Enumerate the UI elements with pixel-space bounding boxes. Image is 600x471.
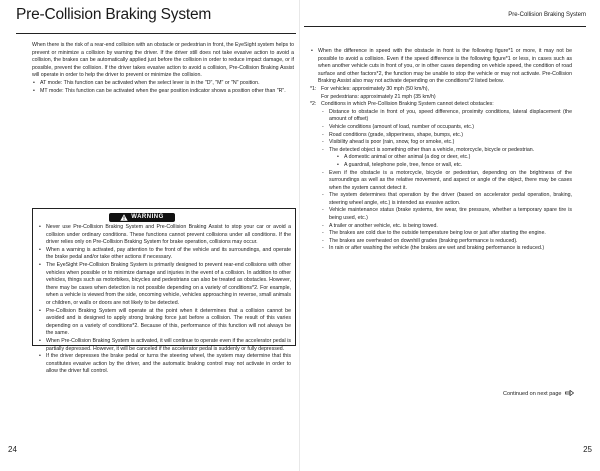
condition-sublist: [329, 154, 572, 169]
mode-item-at: • AT mode: This function can be activated when the select lever is in the "D", "M" or "N" position.: [32, 80, 294, 88]
running-header: Pre-Collision Braking System: [508, 12, 586, 18]
condition-item: - A trailer or another vehicle, etc. is being towed.: [321, 223, 572, 231]
mode-item-mt: • MT mode: This function can be activated when the gear position indicator shows a position other than "R".: [32, 88, 294, 96]
condition-item: - The brakes are cold due to the outside temperature being low or just after starting the engine.: [321, 230, 572, 238]
condition-item: - The system determines that operation by the driver (based on accelerator pedal operation, braking, steering wheel angle, etc.) is intended as evasive action.: [321, 192, 572, 207]
condition-item: - The brakes are overheated on downhill grades (braking performance is reduced).: [321, 238, 572, 246]
header-rule: [304, 26, 586, 27]
note-1-key: *1:: [310, 85, 317, 92]
condition-list: [321, 109, 572, 253]
warning-triangle-icon: [120, 214, 128, 221]
page-number-right: 25: [583, 445, 592, 454]
speed-difference-bullet: • When the difference in speed with the obstacle in front is the following figure*1 or more, it may not be possible to avoid a collision. Even if the speed difference is the following figure*1 or less, in cases such as when another vehicle cuts in front of you, or in other cases depending on vehicle speed, the condition of road surface and other factors*2, the function may be unable to stop the vehicle or may not activate. Pre-Collision Braking Assist also may not activate depending on the conditions*2 listed below.: [310, 48, 572, 86]
page-number-left: 24: [8, 445, 17, 454]
continued-text: Continued on next page: [503, 391, 562, 397]
warning-item: • When Pre-Collision Braking System is activated, it will continue to operate even if the accelerator pedal is partially depressed. However, it will be canceled if the accelerator pedal is suddenly or fully depressed.: [38, 338, 291, 353]
note-2-key: *2:: [310, 101, 317, 108]
condition-subitem: • A domestic animal or other animal (a dog or deer, etc.): [337, 154, 572, 162]
warning-item: • When a warning is activated, pay attention to the front of the vehicle and its surroundings, and operate the brake pedal and/or take other actions if necessary.: [38, 247, 291, 262]
condition-item: - In rain or after washing the vehicle (the brakes are wet and braking performance is reduced.): [321, 245, 572, 253]
note-2-lead: Conditions in which Pre-Collision Braking System cannot detect obstacles:: [321, 101, 494, 108]
warning-list: [38, 224, 291, 376]
right-page: [300, 0, 600, 471]
note-1-line: For pedestrians: approximately 21 mph (35 km/h): [321, 93, 436, 100]
warning-box: [32, 208, 296, 375]
warning-label: [109, 213, 175, 222]
intro-block: [32, 42, 294, 95]
note-2: [310, 101, 572, 253]
title-rule: [16, 33, 296, 34]
warning-label-text: WARNING: [131, 213, 164, 220]
right-content: [310, 48, 572, 253]
warning-item: • Pre-Collision Braking System will operate at the point when it determines that a collision cannot be avoided and is designed to apply strong braking force just before a collision. The result of this varies depending on a variety of conditions*2. Because of this, performance of this function will not always be the same.: [38, 308, 291, 338]
intro-paragraph: When there is the risk of a rear-end collision with an obstacle or pedestrian in front, the EyeSight system helps to prevent or minimize a collision by warning the driver. If the driver still does not take evasive action to avoid a collision, the brakes can be automatically applied just before the collision in order to reduce impact damage, or if possible, prevent the collision. If the driver takes evasive action to avoid a collision, Pre-Collision Braking Assist will operate in order to help the driver to prevent or minimize the collision.: [32, 42, 294, 79]
continued-note: [503, 390, 574, 397]
warning-item: • If the driver depresses the brake pedal or turns the steering wheel, the system may determine that this constitutes evasive action by the driver, and the automatic braking control may not activate in order to allow the driver full control.: [38, 353, 291, 376]
mode-list: [32, 80, 294, 95]
condition-subitem: • A guardrail, telephone pole, tree, fence or wall, etc.: [337, 162, 572, 170]
arrow-right-icon: [565, 390, 574, 396]
warning-item: • Never use Pre-Collision Braking System and Pre-Collision Braking Assist to stop your car or avoid a collision under ordinary conditions. These functions cannot prevent collisions under all conditions. If the driver relies only on Pre-Collision Braking System for brake operation, collisions may occur.: [38, 224, 291, 247]
note-1: [310, 86, 572, 101]
warning-item: • The EyeSight Pre-Collision Braking System is primarily designed to prevent rear-end collisions with other vehicles when possible or to minimize damage and injuries in the event of a collision. In addition to other vehicles, things such as motorbikes, bicycles and pedestrians can also be treated as obstacles. However, there may be cases when detection is not possible depending on a variety of conditions*2. For example, when a vehicle is viewed from the side, oncoming vehicle, vehicles approaching in reverse, small animals or children, or walls or doors are not likely to be detected.: [38, 262, 291, 308]
condition-item: - Road conditions (grade, slipperiness, shape, bumps, etc.): [321, 132, 572, 140]
condition-item: - Vehicle conditions (amount of load, number of occupants, etc.): [321, 124, 572, 132]
condition-item: [321, 147, 572, 170]
speed-bullet-list: [310, 48, 572, 86]
condition-item-text: The detected object is something other than a vehicle, motorcycle, bicycle or pedestrian.: [329, 146, 535, 153]
condition-item: - Vehicle maintenance status (brake systems, tire wear, tire pressure, whether a temporary spare tire is being used, etc.): [321, 207, 572, 222]
condition-item: - Even if the obstacle is a motorcycle, bicycle or pedestrian, depending on the brightness of the surroundings as well as the relative movement, and aspect or angle of the object, there may be cases when the system cannot detect it.: [321, 170, 572, 193]
page-title: Pre-Collision Braking System: [16, 6, 212, 23]
note-1-line: For vehicles: approximately 30 mph (50 km/h),: [321, 85, 429, 92]
condition-item: - Visibility ahead is poor (rain, snow, fog or smoke, etc.): [321, 139, 572, 147]
condition-item: - Distance to obstacle in front of you, speed difference, proximity conditions, lateral displacement (the amount of offset): [321, 109, 572, 124]
